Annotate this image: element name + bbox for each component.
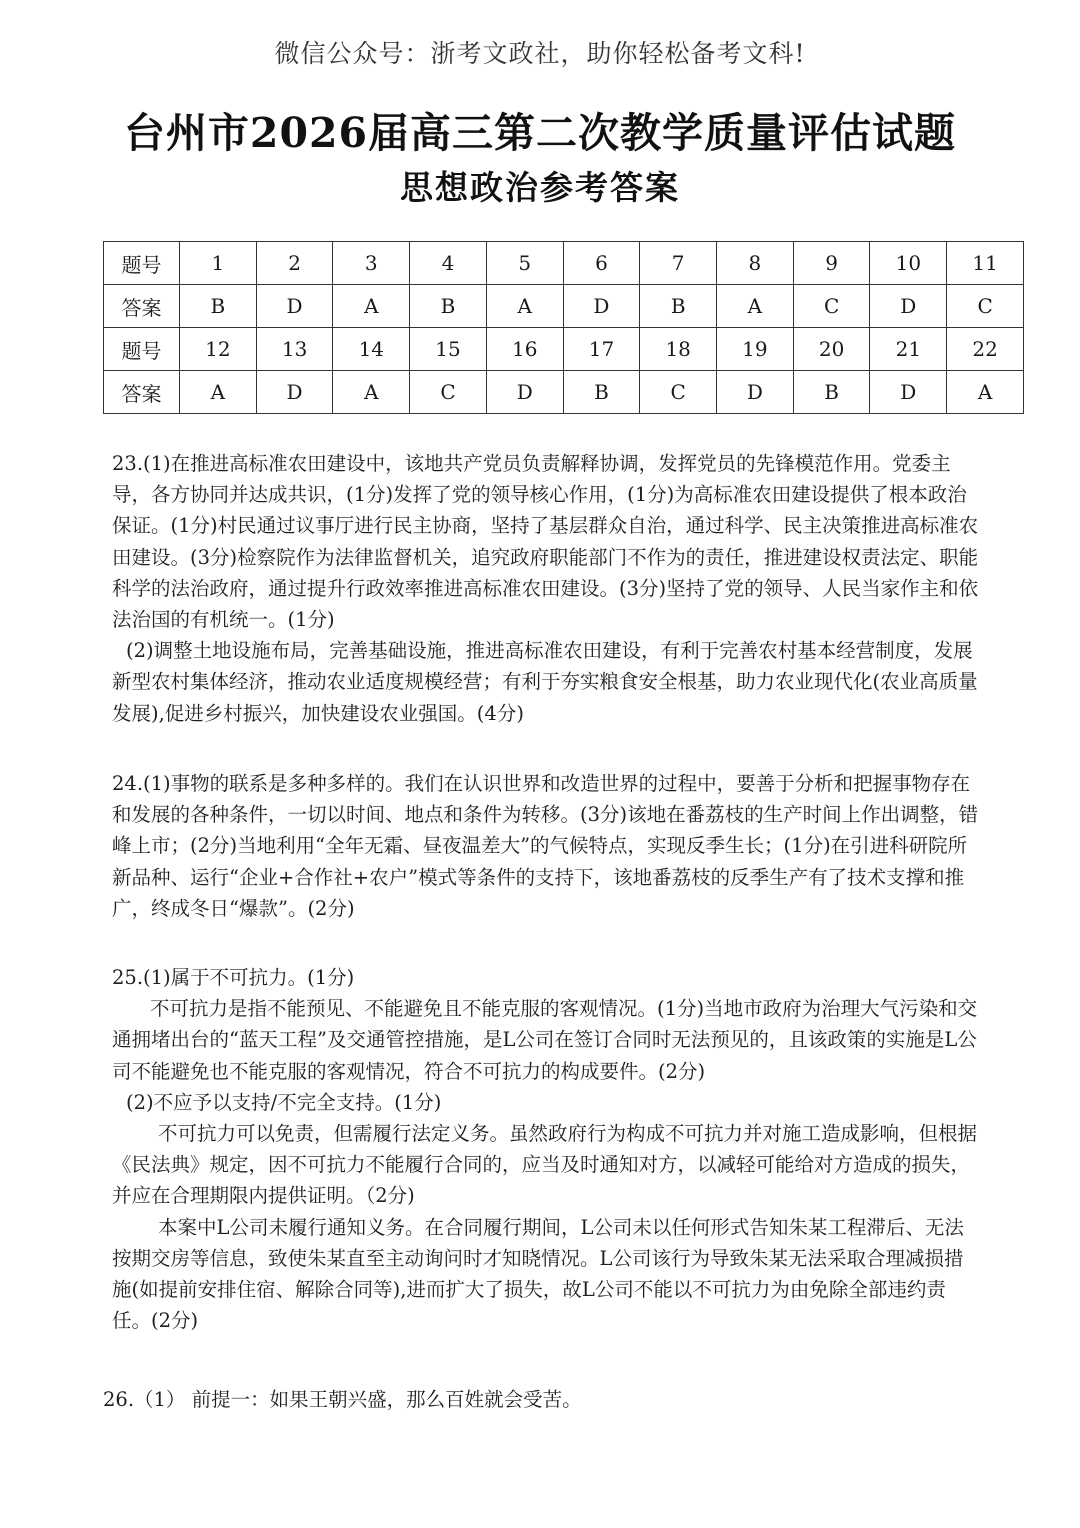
table-cell: 11	[947, 242, 1024, 285]
table-row-answers-1	[104, 285, 1024, 328]
table-cell: D	[256, 285, 333, 328]
q25-part1-head: 25.(1)属于不可抗力。(1分)	[112, 966, 355, 989]
table-cell: A	[333, 285, 410, 328]
table-cell: B	[563, 371, 640, 414]
table-cell: A	[180, 371, 257, 414]
table-cell: B	[410, 285, 487, 328]
table-cell: 1	[180, 242, 257, 285]
wechat-header-note: 微信公众号：浙考文政社，助你轻松备考文科!	[274, 39, 806, 68]
question-24	[112, 768, 982, 924]
question-23	[112, 448, 982, 729]
table-cell: 6	[563, 242, 640, 285]
table-cell: D	[563, 285, 640, 328]
q23-part2: (2)调整土地设施布局，完善基础设施，推进高标准农田建设，有利于完善农村基本经营制度，发展新型农村集体经济，推动农业适度规模经营；有利于夯实粮食安全根基，助力农业现代化(农业高质量发展),促进乡村振兴，加快建设农业强国。(4分)	[112, 639, 978, 725]
table-cell: 7	[640, 242, 717, 285]
table-cell: 15	[410, 328, 487, 371]
table-cell: C	[947, 285, 1024, 328]
table-cell: 13	[256, 328, 333, 371]
table-cell: A	[486, 285, 563, 328]
answer-table	[103, 241, 1024, 414]
table-cell: 12	[180, 328, 257, 371]
table-cell: C	[410, 371, 487, 414]
q25-part2-head: (2)不应予以支持/不完全支持。(1分)	[126, 1090, 442, 1114]
table-row-numbers-2	[104, 328, 1024, 371]
table-cell: 17	[563, 328, 640, 371]
table-cell: 4	[410, 242, 487, 285]
table-header-answer: 答案	[104, 371, 180, 414]
table-cell: 18	[640, 328, 717, 371]
table-cell: B	[640, 285, 717, 328]
page-title: 台州市2026届高三第二次教学质量评估试题	[123, 109, 957, 157]
table-row-answers-2	[104, 371, 1024, 414]
table-cell: 22	[947, 328, 1024, 371]
q26-part1: 26.（1） 前提一：如果王朝兴盛，那么百姓就会受苦。	[103, 1388, 582, 1411]
q25-part2-body1: 不可抗力可以免责，但需履行法定义务。虽然政府行为构成不可抗力并对施工造成影响，但根据《民法典》规定，因不可抗力不能履行合同的，应当及时通知对方，以减轻可能给对方造成的损失，并应在合理期限内提供证明。（2分)	[112, 1122, 978, 1208]
table-cell: D	[486, 371, 563, 414]
table-cell: C	[793, 285, 870, 328]
table-header-answer: 答案	[104, 285, 180, 328]
table-cell: A	[947, 371, 1024, 414]
question-26	[103, 1384, 973, 1415]
question-25	[112, 962, 982, 1336]
table-cell: D	[870, 371, 947, 414]
table-cell: 8	[717, 242, 794, 285]
q25-part1-body: 不可抗力是指不能预见、不能避免且不能克服的客观情况。(1分)当地市政府为治理大气污染和交通拥堵出台的“蓝天工程”及交通管控措施，是L公司在签订合同时无法预见的，且该政策的实施是L公司不能避免也不能克服的客观情况，符合不可抗力的构成要件。(2分)	[112, 997, 978, 1083]
table-row-numbers-1	[104, 242, 1024, 285]
table-cell: 21	[870, 328, 947, 371]
page-subtitle: 思想政治参考答案	[400, 168, 680, 207]
table-cell: A	[333, 371, 410, 414]
table-cell: 3	[333, 242, 410, 285]
table-cell: 9	[793, 242, 870, 285]
table-cell: 14	[333, 328, 410, 371]
table-cell: B	[180, 285, 257, 328]
table-cell: C	[640, 371, 717, 414]
q24-part1: 24.(1)事物的联系是多种多样的。我们在认识世界和改造世界的过程中，要善于分析和把握事物存在和发展的各种条件，一切以时间、地点和条件为转移。(3分)该地在番荔枝的生产时间上作出调整，错峰上市；(2分)当地利用“全年无霜、昼夜温差大”的气候特点，实现反季生长；(1分)在引进科研院所新品种、运行“企业+合作社+农户”模式等条件的支持下，该地番荔枝的反季生产有了技术支撑和推广，终成冬日“爆款”。(2分)	[112, 772, 979, 920]
table-cell: D	[256, 371, 333, 414]
table-cell: D	[717, 371, 794, 414]
table-cell: 20	[793, 328, 870, 371]
table-cell: 2	[256, 242, 333, 285]
q23-part1: 23.(1)在推进高标准农田建设中，该地共产党员负责解释协调，发挥党员的先锋模范作用。党委主导，各方协同并达成共识，(1分)发挥了党的领导核心作用，(1分)为高标准农田建设提供了根本政治保证。(1分)村民通过议事厅进行民主协商，坚持了基层群众自治，通过科学、民主决策推进高标准农田建设。(3分)检察院作为法律监督机关，追究政府职能部门不作为的责任，推进建设权责法定、职能科学的法治政府，通过提升行政效率推进高标准农田建设。(3分)坚持了党的领导、人民当家作主和依法治国的有机统一。(1分)	[112, 452, 979, 632]
table-header-number: 题号	[104, 328, 180, 371]
table-header-number: 题号	[104, 242, 180, 285]
table-cell: 16	[486, 328, 563, 371]
table-cell: 10	[870, 242, 947, 285]
table-cell: 5	[486, 242, 563, 285]
q25-part2-body2: 本案中L公司未履行通知义务。在合同履行期间，L公司未以任何形式告知朱某工程滞后、无法按期交房等信息，致使朱某直至主动询问时才知晓情况。L公司该行为导致朱某无法采取合理减损措施(如提前安排住宿、解除合同等),进而扩大了损失，故L公司不能以不可抗力为由免除全部违约责任。(2分)	[112, 1215, 964, 1333]
table-cell: A	[717, 285, 794, 328]
table-cell: B	[793, 371, 870, 414]
table-cell: D	[870, 285, 947, 328]
table-cell: 19	[717, 328, 794, 371]
